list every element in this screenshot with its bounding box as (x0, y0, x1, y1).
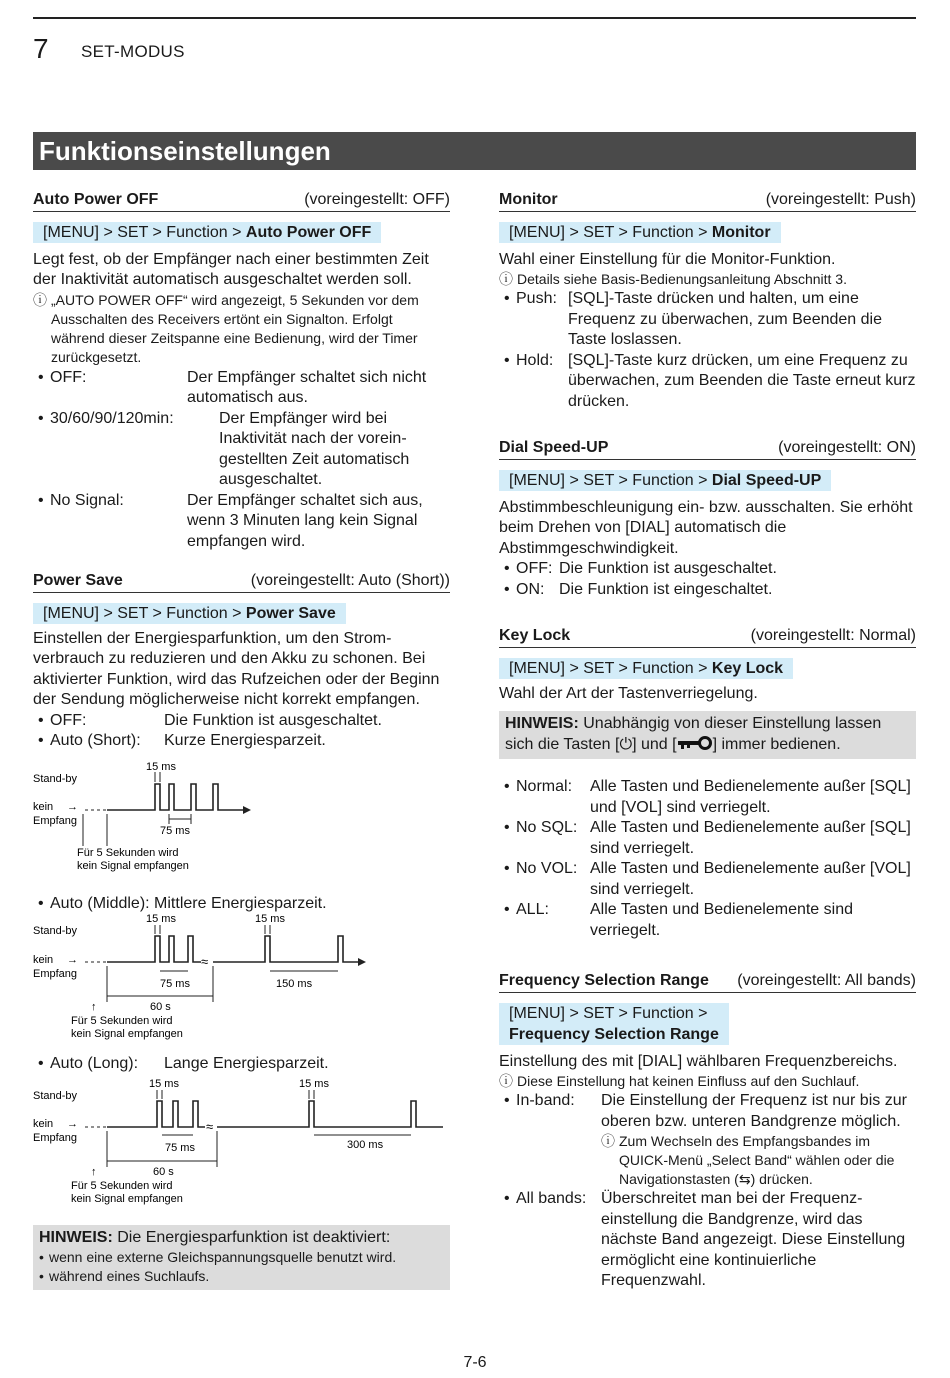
menu-path (499, 1003, 729, 1045)
info-icon: ⓘ (499, 271, 513, 287)
option-key: OFF: (50, 368, 87, 386)
description: Wahl einer Einstellung für die Monitor-Funktion. (499, 250, 836, 268)
setting-default: (voreingestellt: Auto (Short)) (250, 572, 450, 589)
option-value: Die Funktion ist eingeschaltet. (559, 580, 773, 598)
bullet: • (38, 409, 44, 427)
option-value: Auto (Middle): Mittlere Energiesparzeit. (50, 894, 327, 912)
menu-path-target: Frequency Selection Range (509, 1026, 719, 1043)
standby-label: Stand-by (33, 925, 78, 937)
setting-name: Frequency Selection Range (499, 972, 709, 989)
menu-path-prefix: [MENU] > SET > Function > (509, 224, 712, 241)
bullet: • (38, 894, 44, 912)
option-value: Der Empfänger schaltet sich aus, wenn 3 Minuten lang kein Signal empfangen wird. (187, 491, 423, 550)
option-value: Lange Energiesparzeit. (164, 1055, 329, 1072)
timing-diagram-middle (33, 914, 450, 1044)
power-save-section (33, 571, 450, 1290)
left-column (33, 190, 450, 1290)
ms15-label: 15 ms (299, 1077, 329, 1090)
info-note-text: „AUTO POWER OFF“ wird angezeigt, 5 Sekunden vor dem Ausschalten des Receivers ertönt ein Signalton. Erfolgt während dieser Zeitspanne eine Bedienung, wird der Timer zurückgesetzt. (51, 291, 419, 365)
option-value: Alle Tasten und Bedienelemente außer [SQL] und [VOL] sind verriegelt. (590, 778, 911, 816)
info-icon: ⓘ (33, 291, 47, 308)
auto-power-off-section (33, 190, 450, 552)
option-item (33, 894, 450, 915)
option-item (499, 900, 916, 941)
option-item (499, 351, 916, 413)
option-item (33, 409, 450, 491)
description: Wahl der Art der Tastenverriegelung. (499, 684, 758, 702)
option-value: Alle Tasten und Bedienelemente außer [VOL] sind verriegelt. (590, 860, 911, 898)
chapter-title: SET-MODUS (81, 42, 185, 61)
bullet: • (504, 1190, 510, 1207)
key-lock-options (499, 777, 916, 941)
menu-path (499, 222, 781, 243)
setting-default: (voreingestellt: OFF) (304, 191, 450, 208)
menu-path-prefix: [MENU] > SET > Function > (509, 1005, 708, 1022)
hinweis-text: Die Energiesparfunktion ist deaktiviert: (117, 1228, 391, 1246)
power-icon: ⏻ (619, 735, 633, 753)
info-note (601, 1132, 916, 1189)
menu-path (499, 658, 793, 679)
description: Legt fest, ob der Empfänger nach einer bestimmten Zeit der Inaktivität automatisch ausgeschaltet werden soll. (33, 250, 429, 288)
arrow-label: → (67, 954, 78, 966)
section-heading (499, 190, 916, 212)
ms15-label: 15 ms (255, 914, 285, 925)
setting-default: (voreingestellt: Normal) (750, 627, 916, 644)
info-note-text: Zum Wechseln des Empfangsbandes im QUICK-Menü „Select Band“ wählen oder die Navigationstasten (⇆) drücken. (619, 1133, 895, 1187)
option-key: OFF: (50, 711, 87, 729)
bullet: • (38, 732, 44, 749)
setting-name: Power Save (33, 572, 123, 589)
section-title: Funktionseinstellungen (33, 132, 916, 170)
description: Einstellen der Energiesparfunktion, um den Stromverbrauch zu reduzieren und den Akku zu schonen. Bei aktivierter Funktion, wird das Rufzeichen oder der Beginn der Sendung möglicherweise nicht korrekt empfangen. (33, 629, 440, 708)
signal-waveform (107, 1101, 205, 1127)
hinweis-list (39, 1248, 444, 1286)
option-key: Push: (516, 290, 557, 307)
option-key: 30/60/90/120min: (50, 409, 174, 427)
menu-path (33, 603, 346, 624)
bullet: • (38, 711, 44, 729)
info-note (499, 270, 916, 289)
bullet: • (504, 860, 510, 877)
option-value (601, 1091, 916, 1189)
ms15-label: 15 ms (146, 760, 176, 773)
section-heading (33, 190, 450, 212)
section-heading (499, 971, 916, 993)
option-value: Alle Tasten und Bedienelemente außer [SQL] sind verriegelt. (590, 819, 911, 857)
hinweis-label: HINWEIS: (505, 715, 579, 732)
info-note (499, 1072, 916, 1091)
no-signal-line2: kein Signal empfangen (71, 1192, 183, 1205)
monitor-section (499, 190, 916, 412)
kein-label: kein (33, 800, 54, 813)
bullet: • (504, 290, 510, 307)
up-arrow: ↑ (91, 1165, 97, 1178)
menu-path-target: Power Save (245, 605, 336, 622)
no-signal-line1: Für 5 Sekunden wird (77, 846, 179, 859)
signal-waveform (107, 936, 201, 962)
description: Einstellung des mit [DIAL] wählbaren Frequenzbereichs. (499, 1052, 898, 1070)
setting-name: Key Lock (499, 627, 571, 644)
option-item (33, 731, 450, 752)
arrow-head (243, 806, 251, 814)
bullet: • (38, 1055, 44, 1072)
option-value: Überschreitet man bei der Frequenzeinstellung die Bandgrenze, wird das nächste Band angezeigt. Diese Einstellung ermöglicht eine kontinuierliche Frequenzwahl. (601, 1190, 906, 1289)
bullet: • (504, 351, 510, 369)
ms15-label: 15 ms (146, 914, 176, 925)
arrow-label: → (67, 800, 78, 813)
option-item (499, 859, 916, 900)
info-icon: ⓘ (499, 1073, 513, 1089)
standby-label: Stand-by (33, 1089, 78, 1102)
option-key: OFF: (516, 560, 553, 577)
setting-name: Auto Power OFF (33, 191, 159, 208)
option-item (499, 559, 916, 580)
option-item (499, 1091, 916, 1189)
option-key: All bands: (516, 1190, 587, 1207)
menu-path-target: Key Lock (711, 660, 784, 677)
option-key: ALL: (516, 901, 549, 918)
option-item (33, 711, 450, 732)
timing-diagram-short (33, 758, 450, 888)
option-value-text: Die Einstellung der Frequenz ist nur bis zur oberen bzw. unteren Bandgrenze möglich. (601, 1092, 907, 1130)
arrow-head (358, 958, 366, 966)
option-key: In-band: (516, 1092, 575, 1109)
option-key: Hold: (516, 351, 554, 369)
bullet: • (504, 819, 510, 836)
menu-path (33, 222, 381, 243)
option-key: Auto (Short): (50, 732, 141, 749)
menu-path-target: Dial Speed-UP (711, 472, 822, 489)
bullet: • (504, 580, 510, 598)
option-item (33, 491, 450, 553)
setting-default: (voreingestellt: Push) (765, 191, 916, 208)
signal-waveform (107, 784, 243, 810)
option-key: ON: (516, 580, 545, 598)
break-mark: ≈ (206, 1118, 214, 1134)
setting-default: (voreingestellt: All bands) (737, 972, 916, 989)
bullet: • (504, 1092, 510, 1109)
option-item (499, 1189, 916, 1292)
signal-waveform (213, 936, 358, 962)
bullet: • (504, 778, 510, 795)
bullet: • (504, 901, 510, 918)
section-heading (499, 626, 916, 648)
dial-speed-section (499, 438, 916, 600)
option-key: No VOL: (516, 860, 578, 877)
option-value: Der Empfänger schaltet sich nicht automatisch aus. (187, 368, 427, 406)
no-signal-line1: Für 5 Sekunden wird (71, 1179, 173, 1192)
option-key: No Signal: (50, 491, 124, 509)
hinweis-label: HINWEIS: (39, 1228, 113, 1246)
option-item (499, 777, 916, 818)
option-item (499, 818, 916, 859)
empfang-label: Empfang (33, 968, 78, 980)
option-value: Kurze Energiesparzeit. (164, 732, 326, 749)
bullet: • (504, 560, 510, 577)
list-item: • wenn eine externe Gleichspannungsquelle benutzt wird. (39, 1248, 444, 1267)
hinweis-text: ] immer bedienen. (712, 735, 841, 753)
ms75-label: 75 ms (165, 1141, 195, 1154)
option-value: [SQL]-Taste kurz drücken, um eine Frequenz zu überwachen, zum Beenden die Taste erneut kurz drücken. (568, 351, 916, 410)
option-value: Die Funktion ist ausgeschaltet. (164, 711, 382, 729)
bullet: • (38, 491, 44, 509)
menu-path-target: Monitor (711, 224, 771, 241)
description: Abstimmbeschleunigung ein- bzw. ausschalten. Sie erhöht beim Drehen von [DIAL] automatisch die Abstimmgeschwindigkeit. (499, 498, 913, 557)
option-item (499, 580, 916, 601)
menu-path-prefix: [MENU] > SET > Function > (509, 472, 712, 489)
menu-path-prefix: [MENU] > SET > Function > (43, 605, 246, 622)
kein-label: kein (33, 954, 54, 966)
ms150-label: 150 ms (276, 978, 313, 990)
freq-range-section (499, 971, 916, 1292)
right-column (499, 190, 916, 1292)
signal-waveform (217, 1101, 443, 1127)
arrow-label: → (67, 1117, 78, 1130)
no-signal-line1: Für 5 Sekunden wird (71, 1015, 173, 1027)
option-value: Der Empfänger wird bei Inaktivität nach der voreingestellten Zeit automatisch ausgeschaltet. (219, 409, 410, 488)
info-note (33, 291, 450, 367)
timing-diagram-long (33, 1075, 450, 1207)
chapter-number: 7 (33, 33, 49, 64)
hinweis-box (499, 711, 916, 759)
ms300-label: 300 ms (347, 1138, 384, 1151)
key-icon (677, 736, 713, 750)
setting-default: (voreingestellt: ON) (778, 439, 916, 456)
up-arrow: ↑ (91, 1001, 97, 1013)
no-signal-line2: kein Signal empfangen (77, 859, 189, 872)
s60-label: 60 s (153, 1165, 174, 1178)
empfang-label: Empfang (33, 1131, 78, 1144)
hinweis-text: Unabhängig von dieser Einstellung lassen sich die Tasten [ (505, 715, 882, 753)
info-icon: ⓘ (601, 1133, 615, 1149)
menu-path-target: Auto Power OFF (245, 224, 372, 241)
break-mark: ≈ (201, 954, 209, 969)
ms75-label: 75 ms (160, 824, 190, 837)
menu-path-prefix: [MENU] > SET > Function > (43, 224, 246, 241)
menu-path-prefix: [MENU] > SET > Function > (509, 660, 712, 677)
option-item (33, 368, 450, 409)
option-item (33, 1054, 450, 1075)
ms75-label: 75 ms (160, 978, 190, 990)
hinweis-text: ] und [ (632, 735, 677, 753)
option-key: No SQL: (516, 819, 578, 836)
setting-name: Dial Speed-UP (499, 439, 609, 456)
option-value: Die Funktion ist ausgeschaltet. (559, 560, 777, 577)
key-lock-section (499, 626, 916, 941)
list-item: • während eines Suchlaufs. (39, 1267, 444, 1286)
menu-path (499, 470, 831, 491)
option-key: Auto (Long): (50, 1055, 139, 1072)
section-heading (33, 571, 450, 593)
bullet: • (38, 368, 44, 386)
info-note-text: Diese Einstellung hat keinen Einfluss auf den Suchlauf. (517, 1073, 860, 1089)
option-value: Alle Tasten und Bedienelemente sind verriegelt. (590, 901, 853, 939)
option-item (499, 289, 916, 351)
standby-label: Stand-by (33, 772, 78, 785)
section-heading (499, 438, 916, 460)
kein-label: kein (33, 1117, 54, 1130)
page-number: 7-6 (463, 1354, 487, 1371)
empfang-label: Empfang (33, 814, 78, 827)
top-rule (33, 17, 916, 19)
option-value: [SQL]-Taste drücken und halten, um eine Frequenz zu überwachen, zum Beenden die Taste loslassen. (568, 290, 882, 348)
setting-name: Monitor (499, 191, 558, 208)
option-key: Normal: (516, 778, 573, 795)
s60-label: 60 s (150, 1001, 171, 1013)
ms15-label: 15 ms (149, 1077, 179, 1090)
no-signal-line2: kein Signal empfangen (71, 1028, 183, 1040)
info-note-text: Details siehe Basis-Bedienungsanleitung Abschnitt 3. (517, 271, 847, 287)
hinweis-box (33, 1225, 450, 1291)
